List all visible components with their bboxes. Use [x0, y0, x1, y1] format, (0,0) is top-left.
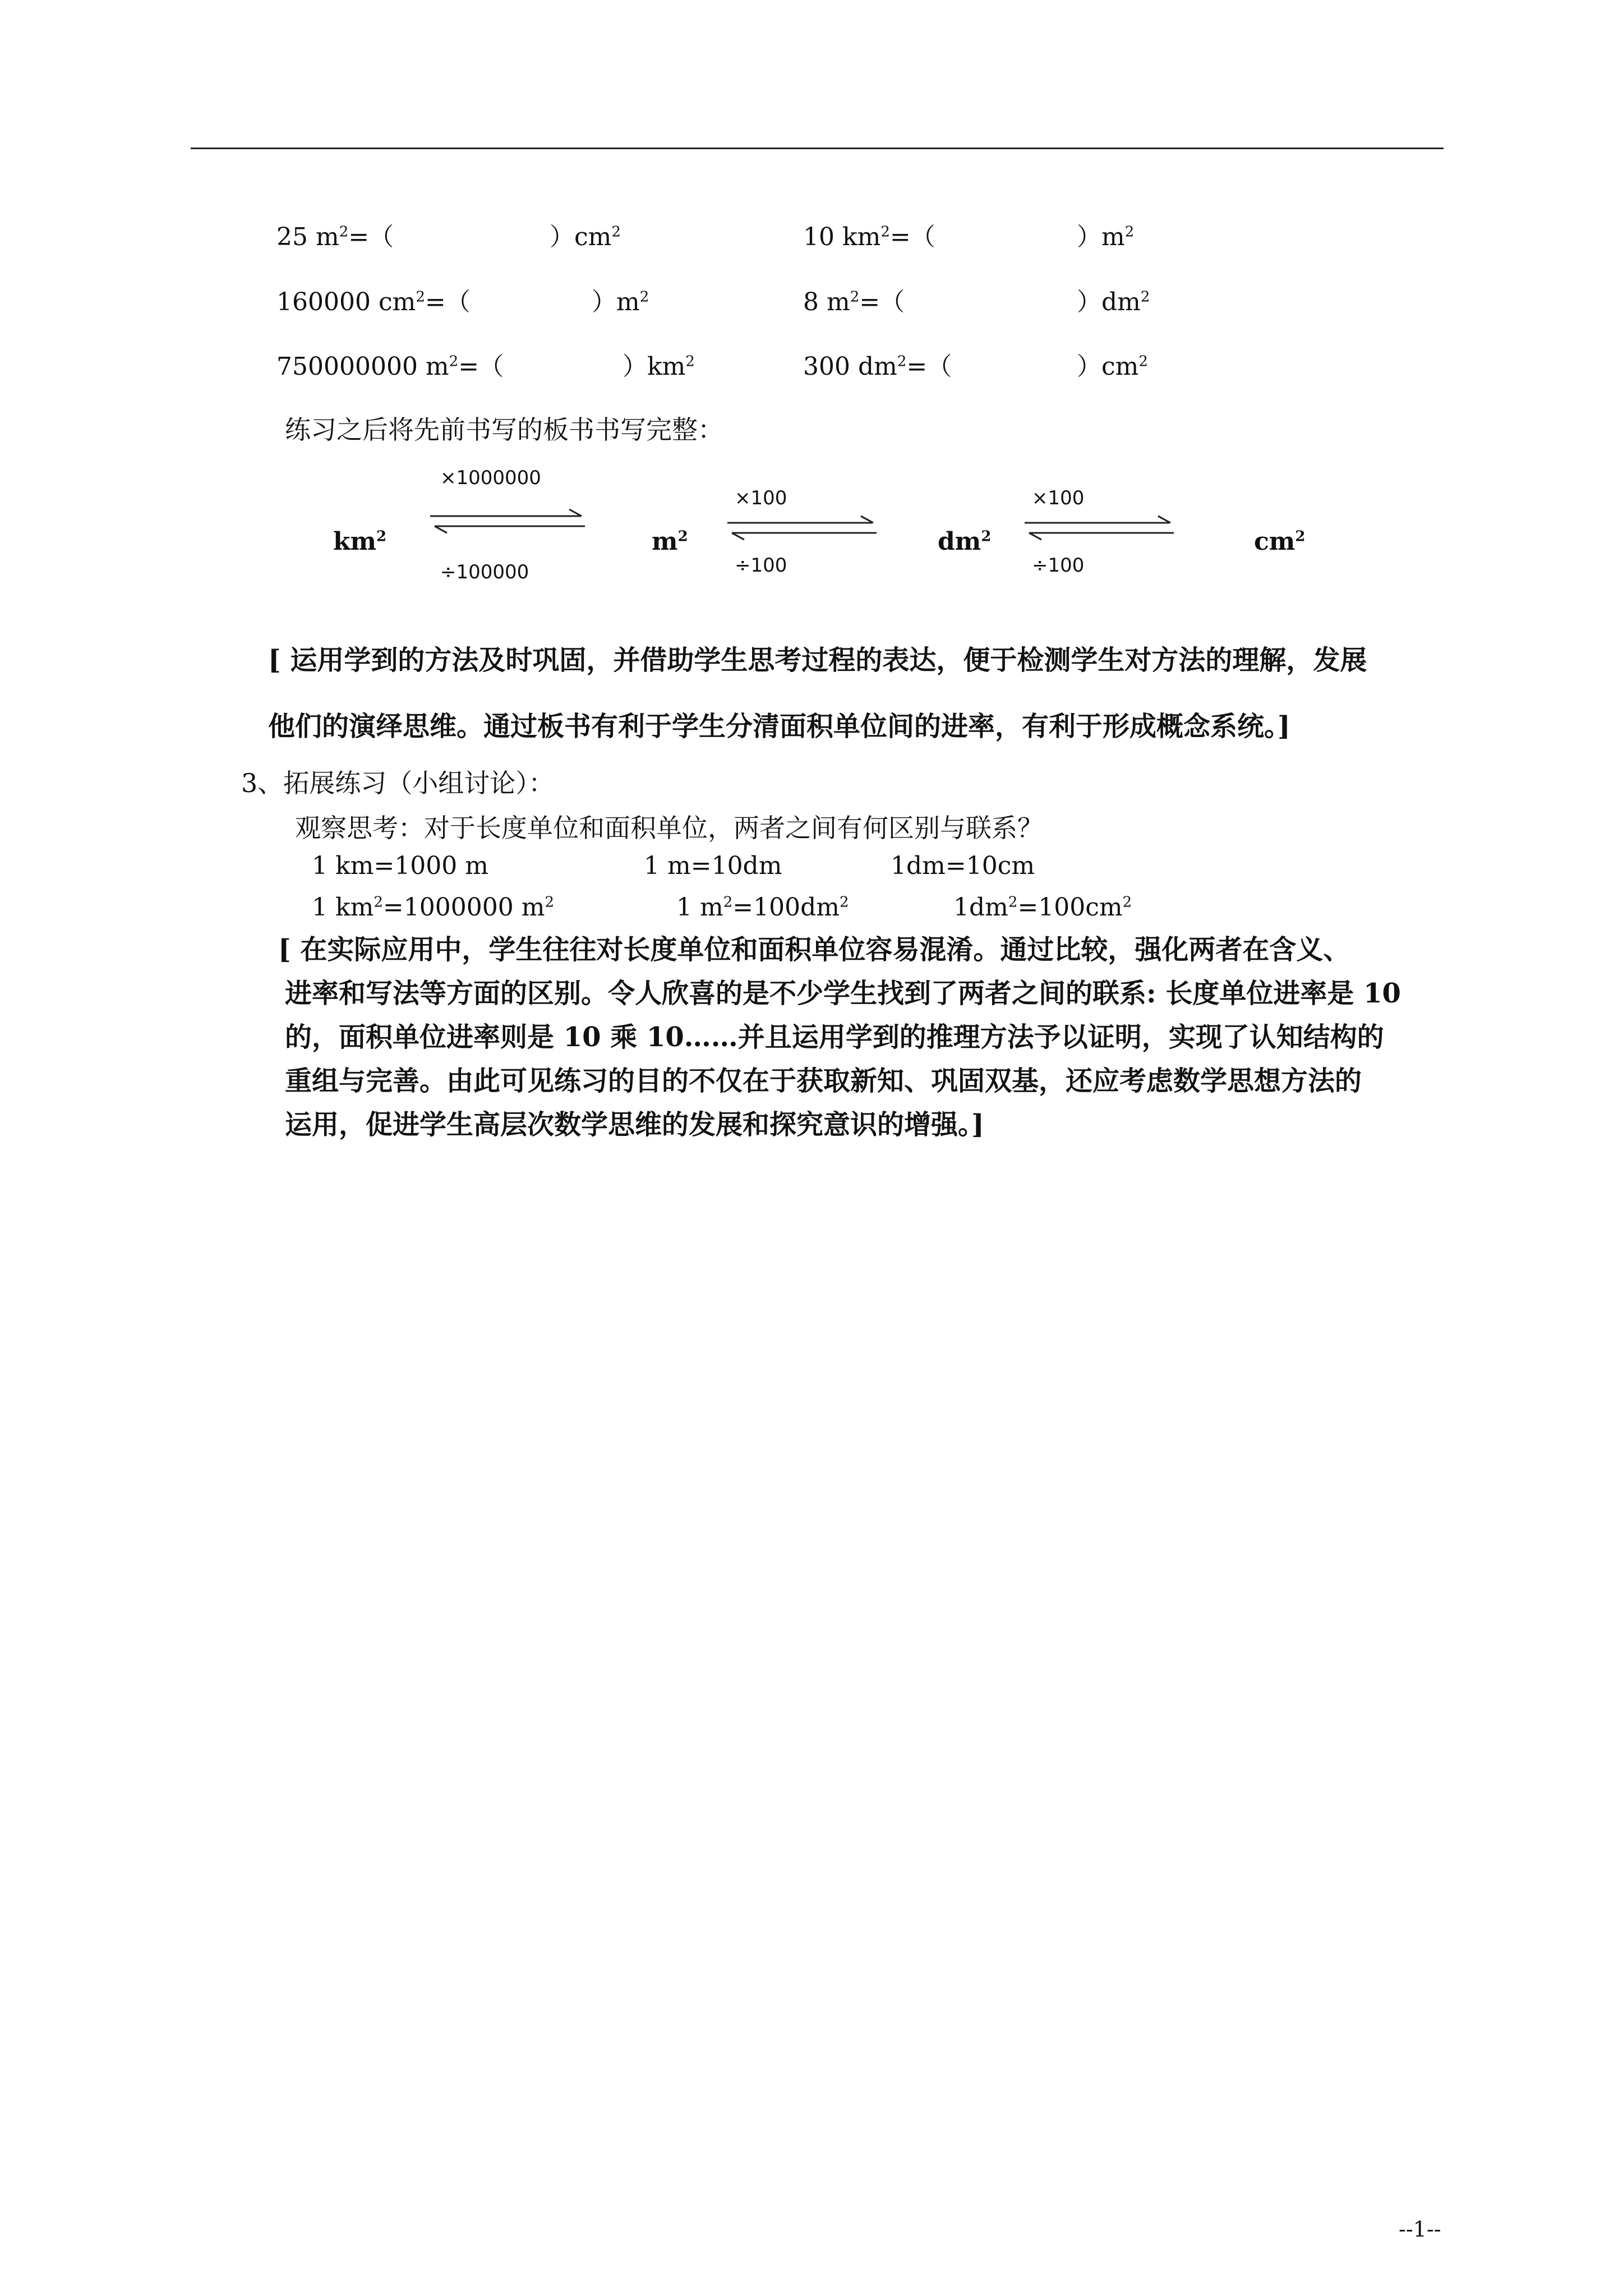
double-arrow-icon [429, 505, 586, 539]
length-unit-1: 1 km=1000 m [312, 852, 488, 880]
double-arrow-icon [726, 512, 878, 545]
area-unit-1: 1 $km^2=1000000$ $m^2$ [312, 893, 555, 922]
exercise-4-right: ）$dm^2$ [1077, 288, 1150, 316]
note-1-line-2: 他们的演绎思维。通过板书有利于学生分清面积单位间的进率，有利于形成概念系统。] [268, 711, 1290, 742]
note-2-line-4: 重组与完善。由此可见练习的目的不仅在于获取新知、巩固双基，还应考虑数学思想方法的 [285, 1065, 1362, 1097]
exercise-5-left: 750000000 $m^2=$（ [276, 352, 504, 381]
exercise-3-right: ）$m^2$ [592, 288, 649, 316]
unit-cm2: $cm^2$ [1254, 527, 1306, 556]
length-unit-3: 1dm=10cm [891, 852, 1035, 880]
page-number: --1-- [1399, 2217, 1441, 2242]
instruction-text: 练习之后将先前书写的板书书写完整： [285, 415, 723, 445]
area-unit-3: $1dm^2=100cm^2$ [953, 893, 1132, 922]
exercise-1-left: 25 $m^2=$（ [276, 223, 394, 251]
exercise-4-left: 8 $m^2=$（ [803, 288, 905, 316]
unit-km2: $km^2$ [333, 527, 387, 556]
section-3-question: 观察思考：对于长度单位和面积单位，两者之间有何区别与联系？ [295, 813, 1043, 843]
exercise-2-left: 10 $km^2=$（ [803, 223, 935, 251]
arrow-2-bottom-label: ÷100 [735, 554, 787, 577]
header-rule [191, 148, 1444, 149]
note-2-line-1: [ 在实际应用中，学生往往对长度单位和面积单位容易混淆。通过比较，强化两者在含义、 [278, 934, 1350, 965]
exercise-2-right: ）$m^2$ [1077, 223, 1135, 251]
length-unit-2: 1 m=10dm [644, 852, 782, 880]
note-2-line-2: 进率和写法等方面的区别。令人欣喜的是不少学生找到了两者之间的联系: 长度单位进率是 10 [285, 978, 1401, 1009]
note-2-line-3: 的，面积单位进率则是 10 乘 10……并且运用学到的推理方法予以证明，实现了认知结构的 [285, 1022, 1384, 1053]
note-1-line-1: [ 运用学到的方法及时巩固，并借助学生思考过程的表达，便于检测学生对方法的理解，发展 [268, 645, 1367, 676]
exercise-6-left: 300 $dm^2=$（ [803, 352, 952, 381]
arrow-1-bottom-label: ÷100000 [440, 561, 529, 583]
note-2-line-5: 运用，促进学生高层次数学思维的发展和探究意识的增强。] [285, 1109, 984, 1140]
exercise-5-right: ）$km^2$ [623, 352, 695, 381]
arrow-2-top-label: ×100 [735, 487, 787, 509]
arrow-3-bottom-label: ÷100 [1032, 554, 1085, 577]
arrow-1-top-label: ×1000000 [440, 467, 541, 489]
double-arrow-icon [1023, 512, 1175, 545]
exercise-1-right: ）$cm^2$ [550, 223, 621, 251]
unit-dm2: $dm^2$ [938, 527, 992, 556]
arrow-3-top-label: ×100 [1032, 487, 1085, 509]
exercise-3-left: 160000 $cm^2=$（ [276, 288, 471, 316]
area-unit-2: 1 $m^2=100dm^2$ [676, 893, 849, 922]
section-3-heading: 3、拓展练习（小组讨论）： [241, 768, 555, 798]
exercise-6-right: ）$cm^2$ [1077, 352, 1148, 381]
unit-m2: $m^2$ [652, 527, 688, 556]
